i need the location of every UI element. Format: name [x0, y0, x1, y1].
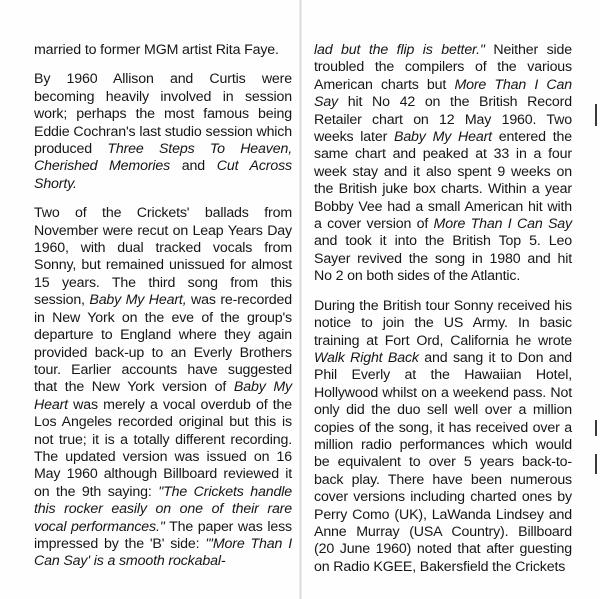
paragraph-charts: lad but the flip is better." Neither side troubled the compilers of the various American charts but More Than I Can Say hit No 42 on the British Record Retailer chart on 12 May 1960. Two weeks later Baby My Heart entered the same chart and peaked at 33 in a four week stay and it also spent 9 weeks on the British juke box charts. Within a year Bobby Vee had a small American hit with a cover version of More Than I Can Say and took it into the British Top 5. Leo Sayer revived the song in 1980 and hit No 2 on both sides of the Atlantic. — [314, 42, 573, 285]
right-column — [314, 42, 572, 588]
page-fold — [299, 0, 302, 599]
paragraph-rita-faye: married to former MGM artist Rita Faye. — [34, 42, 279, 58]
paragraph-session-work: By 1960 Allison and Curtis were becoming heavily involved in session work; perhaps the most famous being Eddie Cochran's last studio session which produced Three Steps To Heaven, Cherished Memories and Cut Across Shorty. — [34, 71, 292, 192]
edge-mark-low — [595, 454, 597, 474]
paragraph-ballads-recut: Two of the Crickets' ballads from November were recut on Leap Years Day 1960, with dual tracked vocals from Sonny, but remained unissued for almost 15 years. The third song from this session, Baby My Heart, was re-recorded in New York on the eve of the group's departure to England where they again provided back-up to an Everly Brothers tour. Earlier accounts have suggested that the New York version of Baby My Heart was merely a vocal overdub of the Los Angeles recorded original but this is not true; it is a totally different recording. The updated version was issued on 16 May 1960 although Billboard reviewed it on the 9th saying: "The Crickets handle this rocker easily on one of their rare vocal performances." The paper was less impressed by the 'B' side: "'More Than I Can Say' is a smooth rockabal- — [34, 205, 292, 570]
left-column — [34, 42, 292, 583]
paragraph-army-notice: During the British tour Sonny received his notice to join the US Army. In basic training at Fort Ord, California he wrote Walk Right Back and sang it to Don and Phil Everly at the Hawaiian Hotel, Hollywood whilst on a weekend pass. Not only did the duo sell well over a million copies of the song, it has received over a million radio performances which would be equivalent to over 5 years back-to-back play. There have been numerous cover versions including charted ones by Perry Como (UK), LaWanda Lindsey and Anne Murray (USA Country). Billboard (20 June 1960) noted that after guesting on Radio KGEE, Bakersfield the Crickets — [314, 297, 572, 575]
edge-mark-mid — [595, 420, 597, 436]
edge-mark-top — [595, 104, 597, 126]
